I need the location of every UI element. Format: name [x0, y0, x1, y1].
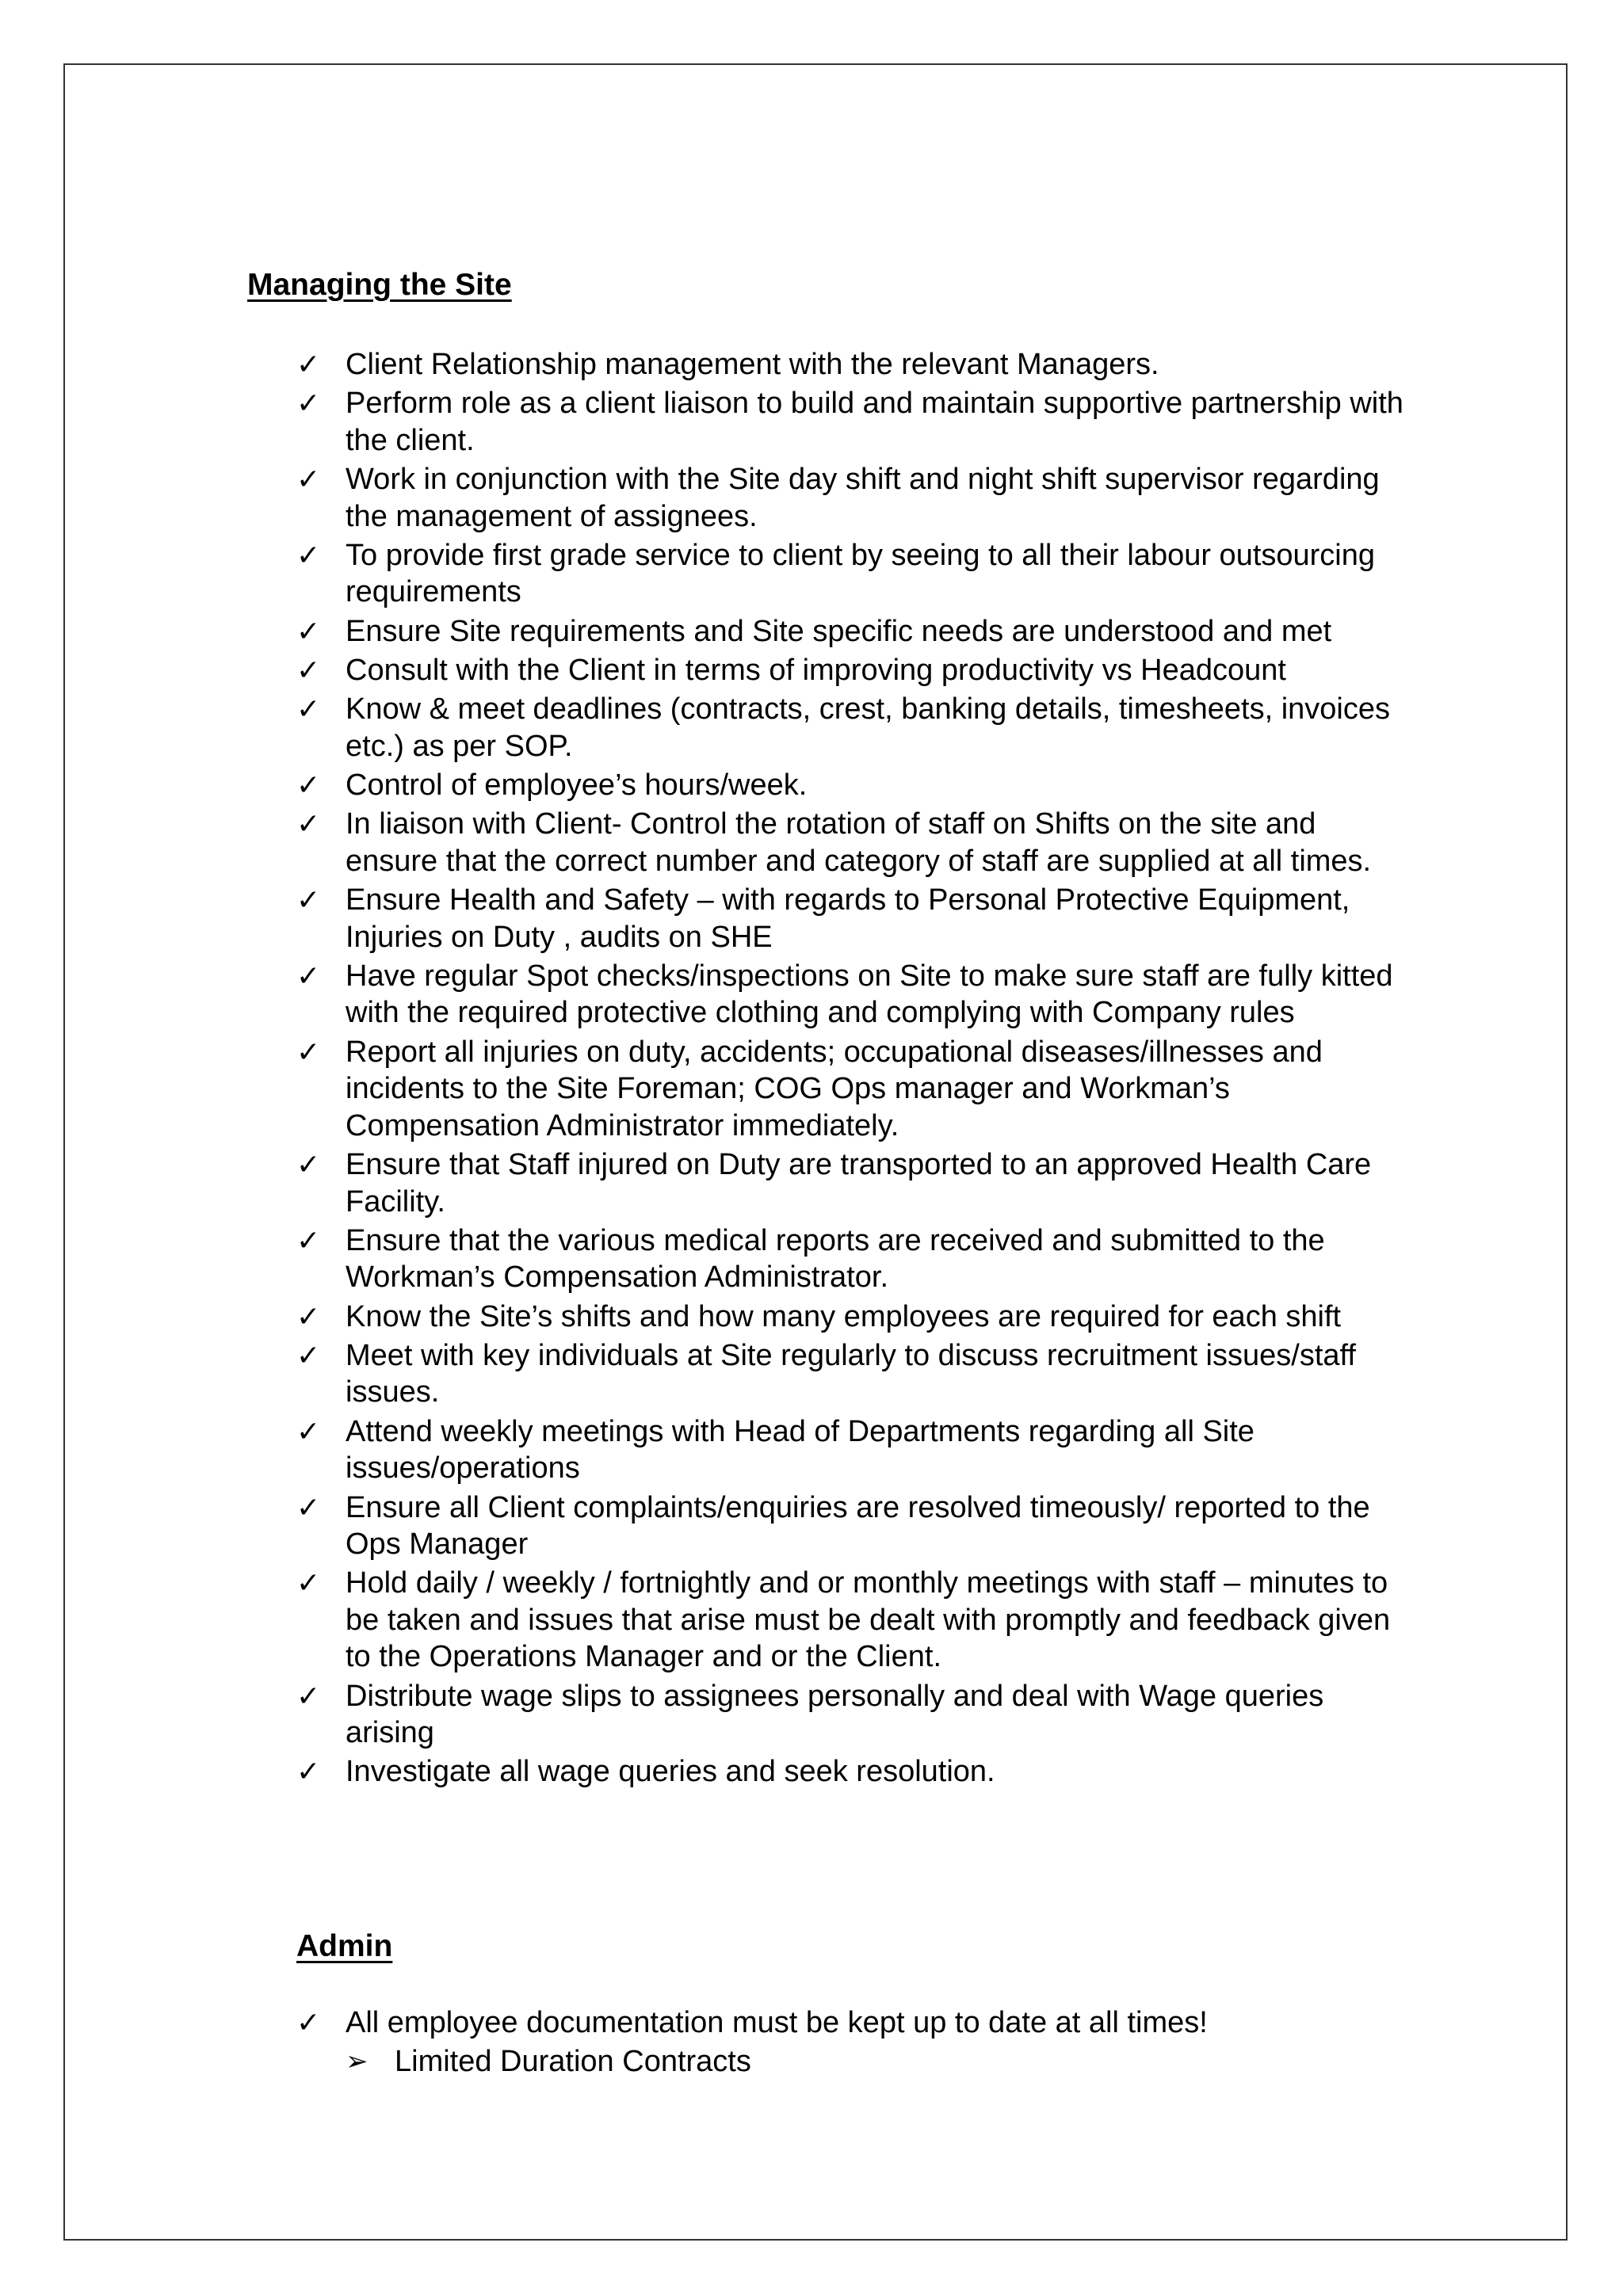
check-icon: ✓: [296, 1035, 321, 1068]
arrow-bullet-icon: ➢: [346, 2046, 369, 2077]
check-icon: ✓: [296, 1679, 321, 1712]
list-item: [296, 652, 1406, 689]
list-item-text: To provide first grade service to client by seeing to all their labour outsourcing requirements: [346, 538, 1376, 609]
check-icon: ✓: [296, 387, 321, 420]
check-icon: ✓: [296, 883, 321, 917]
list-item: [296, 346, 1406, 383]
list-item: [296, 385, 1406, 459]
list-item: [296, 1413, 1406, 1487]
managing-checklist: [296, 346, 1406, 1793]
section-heading-managing-the-site: Managing the Site: [247, 268, 512, 302]
list-item: [296, 1222, 1406, 1296]
list-item: [296, 767, 1406, 804]
check-icon: ✓: [296, 1414, 321, 1447]
list-item-text: Work in conjunction with the Site day shift and night shift supervisor regarding the management of assignees.: [346, 463, 1380, 533]
list-item: [296, 1489, 1406, 1563]
list-item-text: In liaison with Client- Control the rotation of staff on Shifts on the site and ensure that the correct number and category of staff are supplied at all times.: [346, 807, 1372, 878]
check-icon: ✓: [296, 1338, 321, 1371]
list-item-text: Know & meet deadlines (contracts, crest, banking details, timesheets, invoices etc.) as per SOP.: [346, 692, 1390, 763]
check-icon: ✓: [296, 614, 321, 647]
list-item: [296, 1146, 1406, 1220]
check-icon: ✓: [296, 1490, 321, 1524]
list-item-text: Know the Site’s shifts and how many employees are required for each shift: [346, 1299, 1342, 1333]
list-item-text: Meet with key individuals at Site regularly to discuss recruitment issues/staff issues.: [346, 1338, 1356, 1409]
list-item-text: Ensure Site requirements and Site specific needs are understood and met: [346, 614, 1332, 648]
check-icon: ✓: [296, 1148, 321, 1181]
admin-checklist: [296, 2004, 1406, 2083]
list-item: [296, 882, 1406, 955]
check-icon: ✓: [296, 2006, 321, 2039]
list-item-text: Perform role as a client liaison to build and maintain supportive partnership with the client.: [346, 387, 1403, 457]
list-item-text: All employee documentation must be kept up to date at all times!: [346, 2006, 1208, 2039]
list-item-text: Investigate all wage queries and seek resolution.: [346, 1755, 995, 1789]
list-item-text: Ensure that the various medical reports are received and submitted to the Workman’s Compensation Administrator.: [346, 1223, 1325, 1295]
check-icon: ✓: [296, 653, 321, 686]
check-icon: ✓: [296, 692, 321, 726]
list-item-text: Control of employee’s hours/week.: [346, 769, 808, 803]
check-icon: ✓: [296, 348, 321, 380]
list-item: [296, 2004, 1406, 2081]
check-icon: ✓: [296, 959, 321, 992]
sub-list-item: [346, 2043, 1406, 2081]
list-item: [296, 537, 1406, 611]
list-item: [296, 1753, 1406, 1791]
check-icon: ✓: [296, 769, 321, 802]
list-item-text: Have regular Spot checks/inspections on Site to make sure staff are fully kitted with the required protective clothing and complying with Company rules: [346, 959, 1393, 1030]
list-item: [296, 806, 1406, 879]
list-item-text: Ensure that Staff injured on Duty are transported to an approved Health Care Facility.: [346, 1148, 1372, 1219]
check-icon: ✓: [296, 1566, 321, 1600]
list-item: [296, 461, 1406, 535]
list-item-text: Ensure Health and Safety – with regards to Personal Protective Equipment, Injuries on Duty , audits on SHE: [346, 883, 1350, 954]
admin-sub-list: [346, 2043, 1406, 2081]
list-item-text: Attend weekly meetings with Head of Departments regarding all Site issues/operations: [346, 1414, 1254, 1486]
list-item: [296, 1337, 1406, 1411]
check-icon: ✓: [296, 1755, 321, 1788]
list-item: [296, 613, 1406, 650]
list-item: [296, 1034, 1406, 1145]
section-heading-admin: Admin: [296, 1929, 393, 1963]
list-item: [296, 958, 1406, 1032]
list-item-text: Report all injuries on duty, accidents; occupational diseases/illnesses and incidents to the Site Foreman; COG Ops manager and Workman’s Compensation Administrator immediately.: [346, 1035, 1323, 1142]
list-item: [296, 1565, 1406, 1676]
list-item: [296, 691, 1406, 765]
sub-list-item-text: Limited Duration Contracts: [395, 2045, 751, 2079]
check-icon: ✓: [296, 463, 321, 496]
check-icon: ✓: [296, 538, 321, 571]
list-item-text: Hold daily / weekly / fortnightly and or monthly meetings with staff – minutes to be taken and issues that arise must be dealt with promptly and feedback given to the Operations Manager and or the Client.: [346, 1566, 1391, 1674]
check-icon: ✓: [296, 807, 321, 841]
list-item-text: Ensure all Client complaints/enquiries are resolved timeously/ reported to the Ops Manager: [346, 1490, 1370, 1562]
list-item-text: Distribute wage slips to assignees personally and deal with Wage queries arising: [346, 1679, 1324, 1750]
check-icon: ✓: [296, 1223, 321, 1257]
list-item-text: Consult with the Client in terms of improving productivity vs Headcount: [346, 653, 1286, 687]
list-item: [296, 1678, 1406, 1752]
check-icon: ✓: [296, 1299, 321, 1333]
list-item: [296, 1299, 1406, 1336]
list-item-text: Client Relationship management with the relevant Managers.: [346, 348, 1159, 381]
